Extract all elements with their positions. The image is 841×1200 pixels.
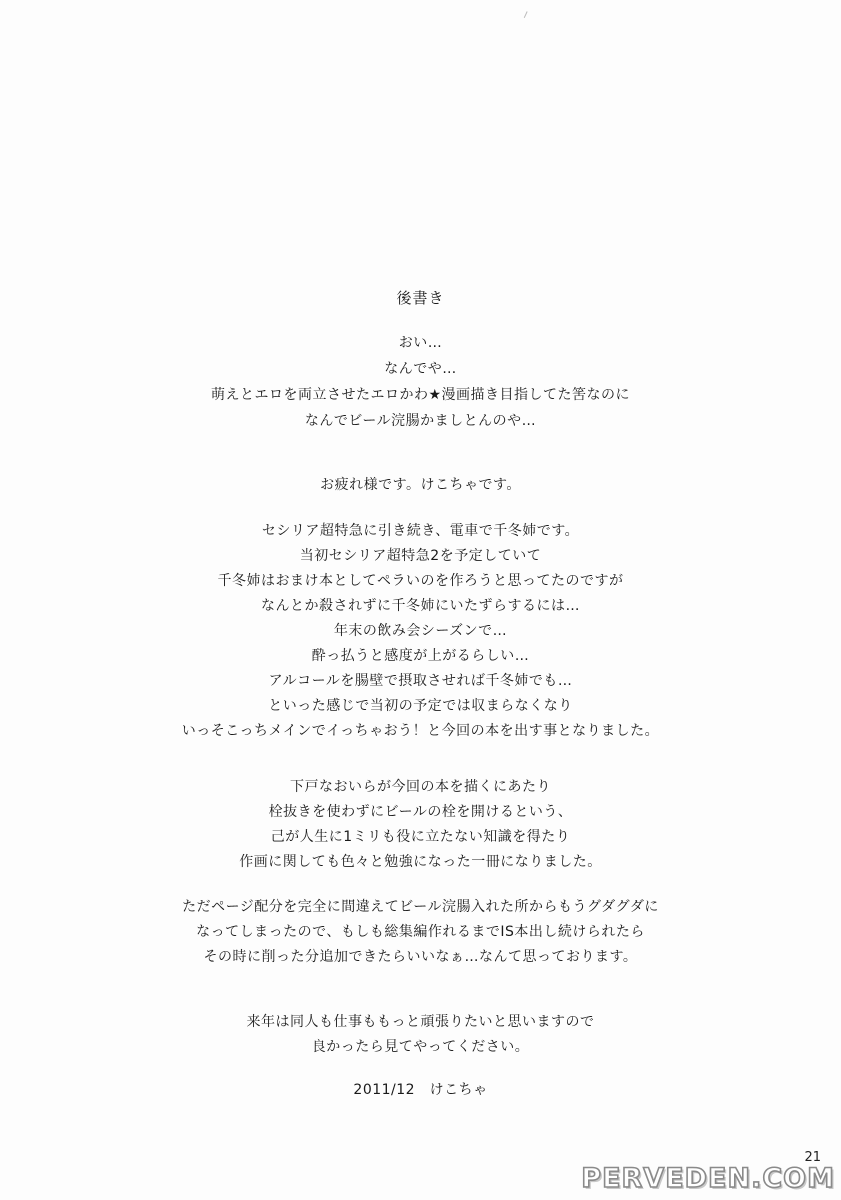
text-line: いっそこっちメインでイっちゃおう！と今回の本を出す事となりました。: [181, 723, 660, 739]
text-line: なんでや…: [384, 361, 457, 377]
signature: 2011/12 けこちゃ: [353, 1082, 488, 1098]
text-line: なんでビール浣腸かましとんのや…: [304, 413, 537, 429]
text-line: 己が人生に1ミリも役に立たない知識を得たり: [270, 829, 571, 845]
text-line: ただページ配分を完全に間違えてビール浣腸入れた所からもうグダグダに: [182, 899, 659, 915]
text-line: 酔っ払うと感度が上がるらしい…: [311, 648, 530, 664]
afterword-title: 後書き: [396, 289, 445, 307]
text-line: なってしまったので、もしも総集編作れるまでIS本出し続けられたら: [196, 924, 645, 940]
text-line: なんとか殺されずに千冬姉にいたずらするには…: [261, 598, 580, 614]
text-line: 作画に関しても色々と勉強になった一冊になりました。: [239, 854, 602, 870]
site-watermark: PERVEDEN.COM: [581, 1163, 835, 1194]
text-line: その時に削った分追加できたらいいなぁ…なんて思っております。: [203, 949, 638, 965]
greeting-line: お疲れ様です。けこちゃです。: [320, 477, 521, 493]
text-line: おい…: [398, 335, 443, 351]
text-line: セシリア超特急に引き続き、電車で千冬姉です。: [261, 523, 580, 539]
text-line: 下戸なおいらが今回の本を描くにあたり: [290, 779, 551, 795]
text-line: 年末の飲み会シーズンで…: [333, 623, 508, 639]
text-line: 良かったら見てやってください。: [311, 1039, 530, 1055]
page-number: 21: [804, 1150, 821, 1165]
text-line: 萌えとエロを両立させたエロかわ★漫画描き目指してた筈なのに: [210, 387, 631, 403]
text-line: といった感じで当初の予定では収まらなくなり: [268, 698, 573, 714]
text-line: アルコールを腸壁で摂取させれば千冬姉でも…: [268, 673, 573, 689]
text-line: 栓抜きを使わずにビールの栓を開けるという、: [268, 804, 573, 820]
text-line: 来年は同人も仕事ももっと頑張りたいと思いますので: [246, 1014, 595, 1030]
text-line: 当初セシリア超特急2を予定していて: [299, 548, 542, 564]
scan-speck: [524, 11, 531, 19]
text-line: 千冬姉はおまけ本としてペラいのを作ろうと思ってたのですが: [217, 573, 624, 589]
